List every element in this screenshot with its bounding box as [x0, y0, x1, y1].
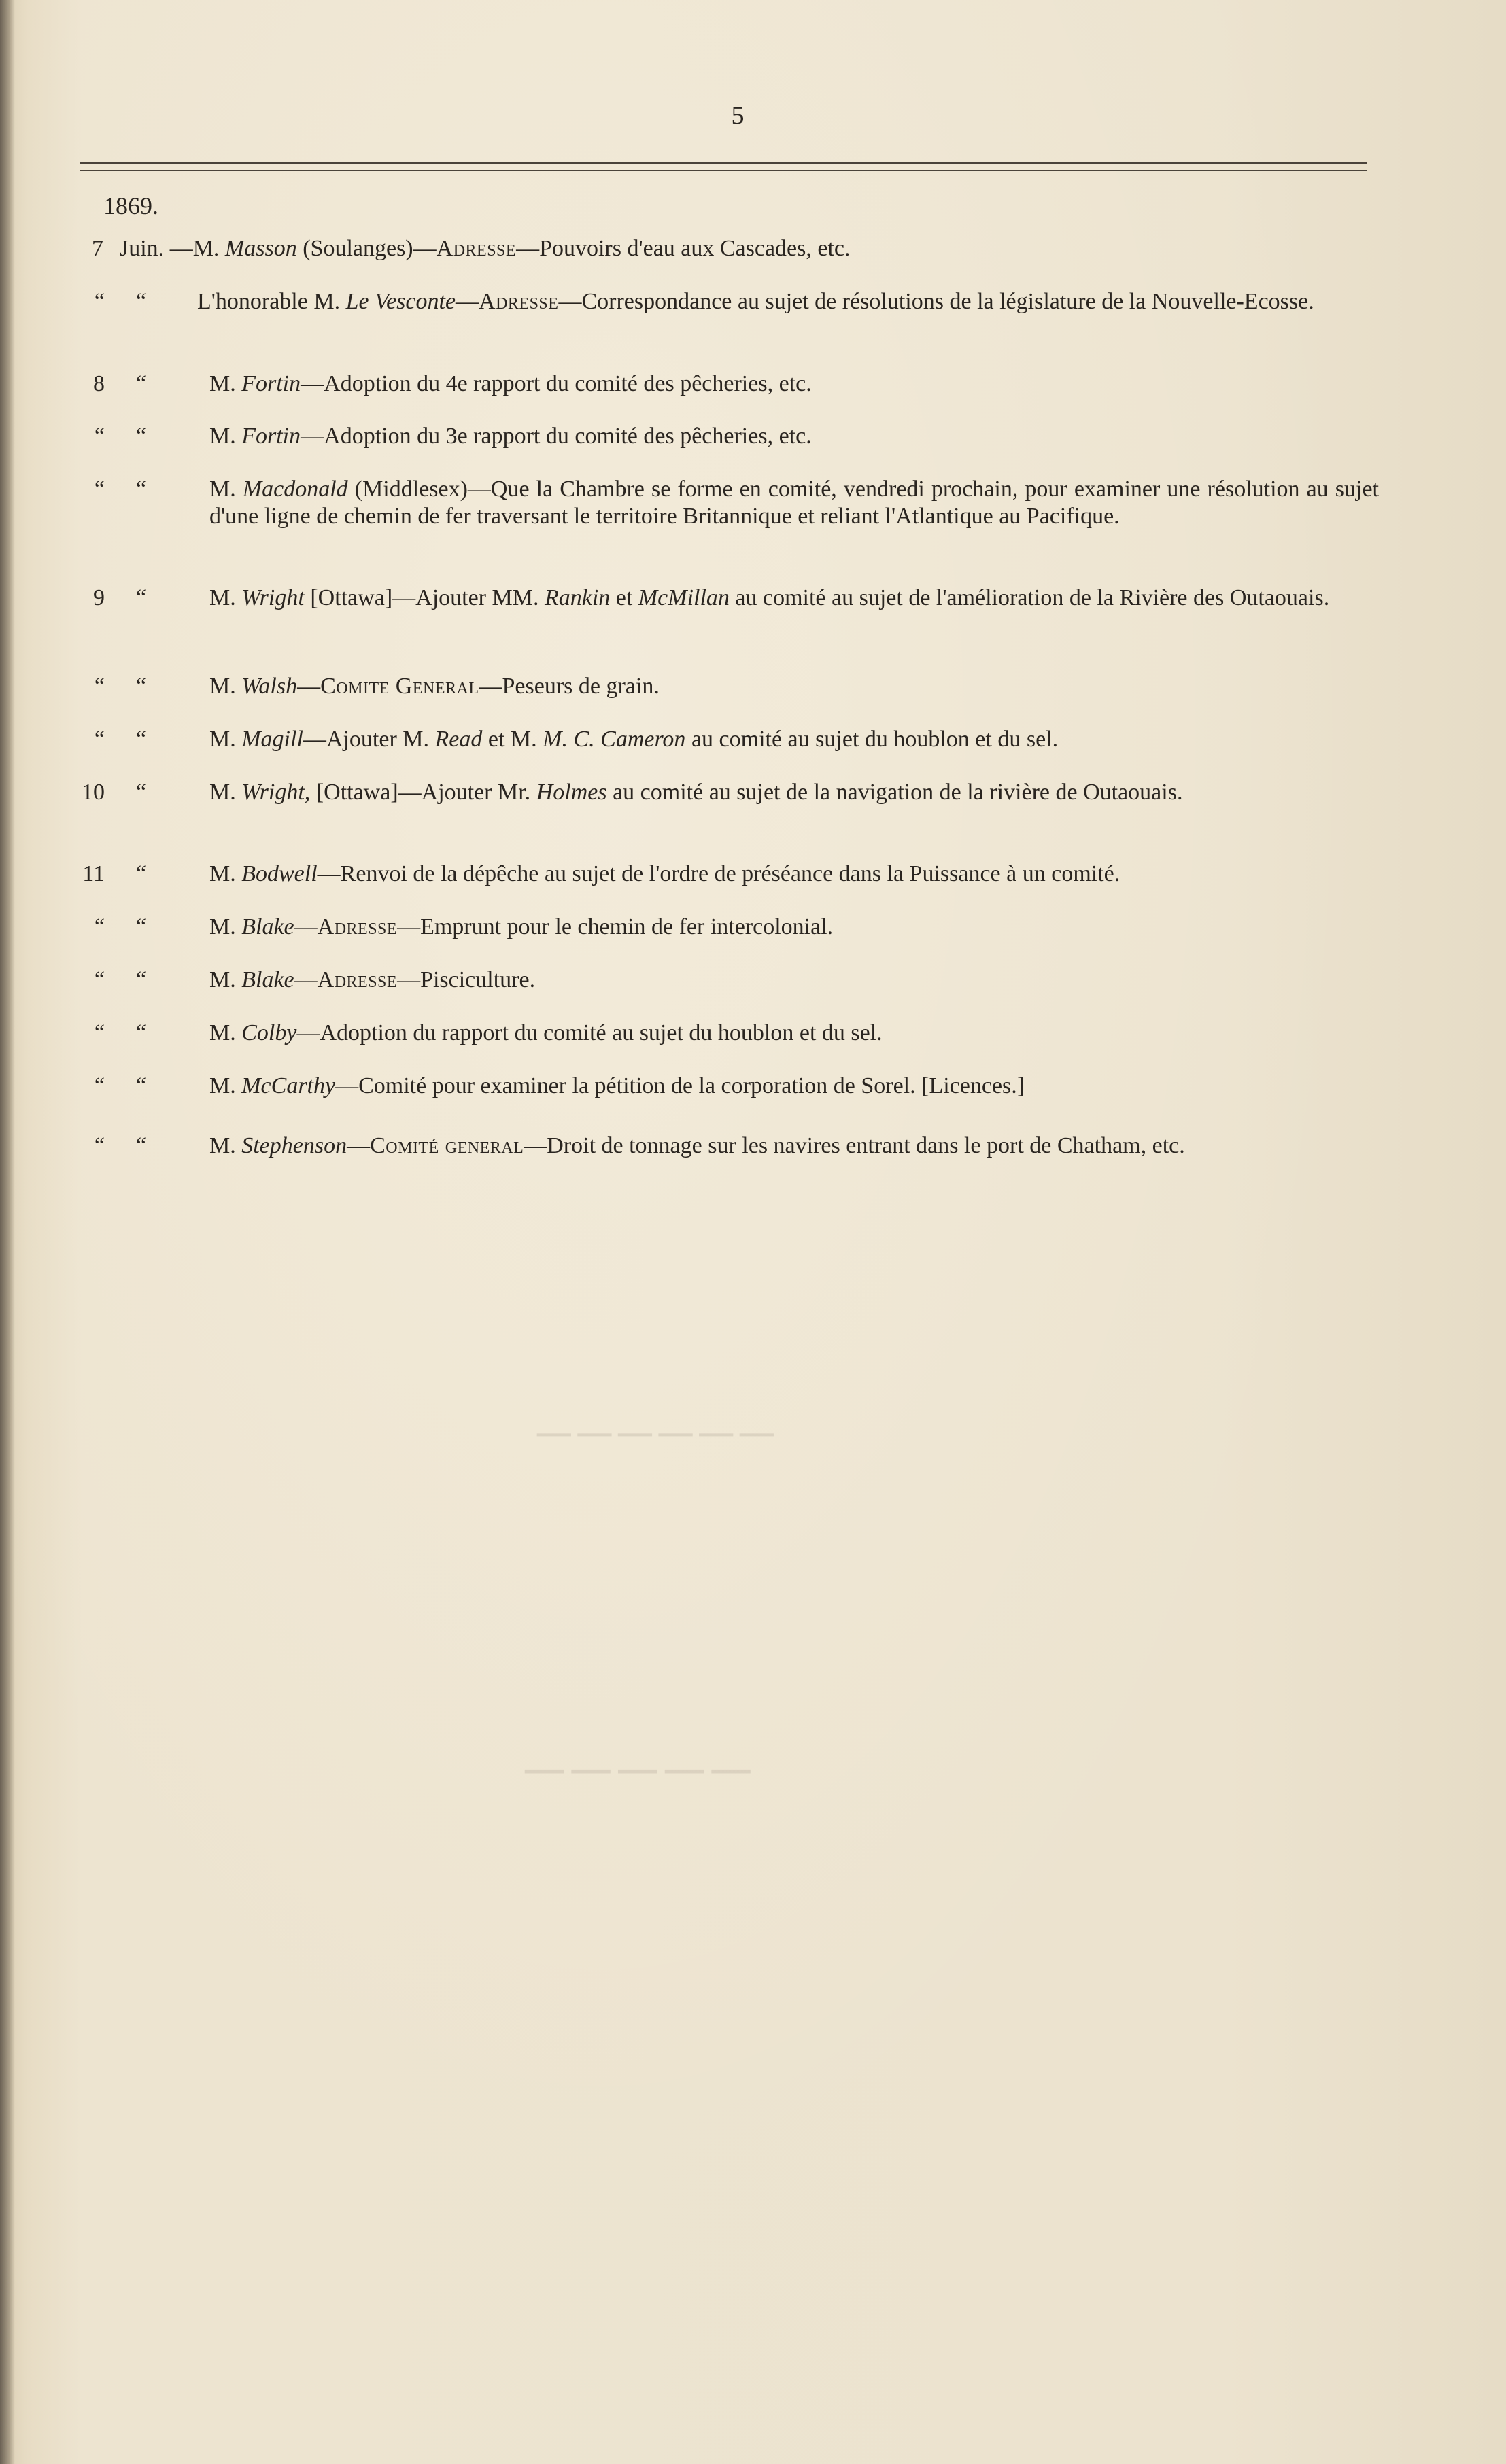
entry-text-run: —Pouvoirs d'eau aux Cascades, etc. — [516, 236, 851, 261]
member-name: M. C. Cameron — [543, 727, 686, 752]
member-name: Magill — [241, 727, 303, 752]
entry-month: “ — [136, 1133, 147, 1158]
entry-text-run: [Ottawa]—Ajouter MM. — [304, 585, 545, 610]
entry-text — [120, 235, 1377, 262]
entry-text-run: —Emprunt pour le chemin de fer intercolonial. — [397, 914, 834, 939]
entry-day: “ — [94, 914, 105, 939]
entry-day: “ — [94, 967, 105, 992]
page-number: 5 — [731, 101, 745, 130]
entry-text-run: — — [347, 1133, 371, 1158]
entry-month: “ — [136, 914, 147, 939]
entry-month: “ — [136, 861, 147, 886]
member-name: Blake — [241, 967, 294, 992]
entry-day: “ — [94, 674, 105, 699]
entry-text-run: —Adoption du 3e rapport du comité des pêcheries, etc. — [301, 423, 812, 449]
entry-text — [209, 370, 1379, 398]
entry-text — [209, 967, 1379, 994]
entry-text-run: M. — [209, 1073, 242, 1098]
entry-text-run: — — [294, 914, 318, 939]
entry-month: “ — [136, 476, 147, 502]
entry-text-run: M. — [209, 914, 242, 939]
motion-type: Adresse — [436, 236, 517, 261]
entry-text-run: M. — [209, 585, 242, 610]
header-rule-thick — [80, 162, 1367, 164]
entry-text-run: et M. — [482, 727, 543, 752]
entry-text-run: au comité au sujet de l'amélioration de la Rivière des Outaouais. — [729, 585, 1330, 610]
entry-text-run: M. — [209, 423, 242, 449]
entry-text — [209, 726, 1379, 753]
entry-text — [209, 476, 1379, 530]
member-name: McCarthy — [241, 1073, 336, 1098]
entry-month: “ — [136, 967, 147, 992]
entry-month: “ — [136, 1073, 147, 1098]
entry-text-run: —Correspondance au sujet de résolutions de la législature de la Nouvelle-Ecosse. — [558, 289, 1314, 314]
entry-month: “ — [136, 585, 147, 610]
member-name: Blake — [241, 914, 294, 939]
entry-text — [209, 914, 1379, 941]
entry-text — [209, 1132, 1379, 1160]
entry-text-run: — — [297, 674, 321, 699]
entry-text-run: M. — [209, 674, 242, 699]
entry-text — [209, 1020, 1379, 1047]
member-name: McMillan — [638, 585, 730, 610]
entry-text-run: M. — [209, 1133, 242, 1158]
entry-text-run: (Middlesex)—Que la Chambre se forme en comité, vendredi prochain, pour examiner une résolution au sujet d'une ligne de chemin de fer traversant le territoire Britannique et reliant l'Atlantique au Pacifique. — [209, 476, 1379, 529]
member-name: Rankin — [544, 585, 611, 610]
member-name: Wright — [241, 585, 305, 610]
entry-month: “ — [136, 780, 147, 805]
entry-text-run: —Renvoi de la dépêche au sujet de l'ordre de préséance dans la Puissance à un comité. — [317, 861, 1120, 886]
entry-text-run: —M. — [169, 236, 225, 261]
entry-day: 11 — [82, 861, 105, 886]
entry-day: 9 — [93, 585, 105, 610]
entry-month: “ — [136, 674, 147, 699]
entry-text-run: M. — [209, 967, 242, 992]
entry-text-run: au comité au sujet de la navigation de la rivière de Outaouais. — [606, 780, 1183, 805]
motion-type: Adresse — [317, 967, 398, 992]
entry-text-run: M. — [209, 371, 242, 396]
entry-day: “ — [94, 1133, 105, 1158]
entry-month: Juin. — [120, 236, 165, 261]
show-through-heading: ───── — [517, 1741, 751, 1801]
entry-text-run: au comité au sujet du houblon et du sel. — [685, 727, 1059, 752]
entry-text — [209, 423, 1379, 450]
entry-text — [209, 779, 1379, 806]
entry-day: 7 — [92, 236, 103, 261]
show-through-heading: ────── — [530, 1408, 774, 1460]
entry-text-run: M. — [209, 861, 242, 886]
entry-text-run: —Ajouter M. — [303, 727, 435, 752]
entry-month: “ — [136, 289, 147, 314]
entry-text — [197, 288, 1380, 315]
member-name: Stephenson — [241, 1133, 347, 1158]
entry-text-run: M. — [209, 727, 242, 752]
entry-text — [209, 861, 1379, 888]
member-name: Colby — [241, 1020, 297, 1045]
year-heading: 1869. — [103, 192, 158, 220]
entry-text-run: —Comité pour examiner la pétition de la corporation de Sorel. [Licences.] — [335, 1073, 1025, 1098]
entry-text-run: — — [456, 289, 479, 314]
entry-text-run: (Soulanges)— — [296, 236, 437, 261]
member-name: Masson — [224, 236, 297, 261]
member-name: Fortin — [241, 371, 301, 396]
entry-text — [209, 673, 1379, 700]
entry-day: “ — [94, 289, 105, 314]
motion-type: Adresse — [317, 914, 398, 939]
member-name: Le Vesconte — [345, 289, 456, 314]
entry-day: 10 — [82, 780, 105, 805]
member-name: Walsh — [241, 674, 298, 699]
entry-text-run: —Adoption du rapport du comité au sujet du houblon et du sel. — [296, 1020, 883, 1045]
entry-text-run: et — [610, 585, 638, 610]
entry-day: “ — [94, 727, 105, 752]
motion-type: Comite General — [320, 674, 479, 699]
entry-month: “ — [136, 727, 147, 752]
member-name: Bodwell — [241, 861, 318, 886]
entry-text-run: —Droit de tonnage sur les navires entrant dans le port de Chatham, etc. — [524, 1133, 1185, 1158]
entry-text — [209, 585, 1379, 612]
entry-day: 8 — [93, 371, 105, 396]
motion-type: Comité general — [370, 1133, 524, 1158]
entry-text-run: —Peseurs de grain. — [479, 674, 660, 699]
member-name: Read — [434, 727, 483, 752]
entry-text-run: —Adoption du 4e rapport du comité des pêcheries, etc. — [301, 371, 812, 396]
entry-month: “ — [136, 371, 147, 396]
entry-text-run: M. — [209, 476, 243, 502]
member-name: Wright, — [241, 780, 311, 805]
member-name: Fortin — [241, 423, 301, 449]
entry-day: “ — [94, 1020, 105, 1045]
entry-day: “ — [94, 476, 105, 502]
entry-text-run: —Pisciculture. — [397, 967, 536, 992]
entry-month: “ — [136, 423, 147, 449]
entry-day: “ — [94, 423, 105, 449]
book-spine-shadow — [0, 0, 15, 2464]
entry-text-run: [Ottawa]—Ajouter Mr. — [310, 780, 536, 805]
header-rule-thin — [80, 170, 1367, 171]
entry-text-run: L'honorable M. — [197, 289, 346, 314]
entry-day: “ — [94, 1073, 105, 1098]
member-name: Holmes — [536, 780, 607, 805]
entry-text-run: M. — [209, 1020, 242, 1045]
motion-type: Adresse — [479, 289, 559, 314]
member-name: Macdonald — [242, 476, 348, 502]
entry-text-run: — — [294, 967, 318, 992]
entry-month: “ — [136, 1020, 147, 1045]
entry-text-run: M. — [209, 780, 242, 805]
entry-text — [209, 1073, 1379, 1100]
